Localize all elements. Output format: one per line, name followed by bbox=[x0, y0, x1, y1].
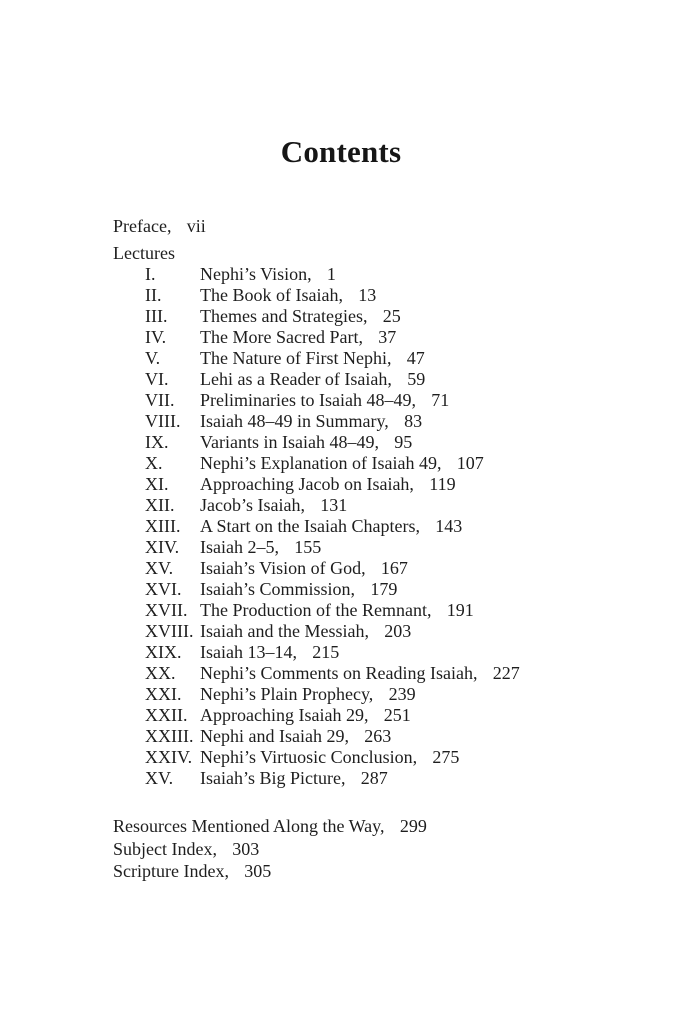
lecture-page: 83 bbox=[404, 411, 423, 431]
backmatter-page: 303 bbox=[232, 838, 260, 859]
lecture-row bbox=[113, 348, 622, 369]
lecture-numeral: VIII. bbox=[145, 411, 181, 431]
lecture-title: Nephi’s Plain Prophecy, bbox=[200, 684, 374, 704]
lecture-row bbox=[113, 642, 622, 663]
lecture-numeral: XVI. bbox=[145, 579, 182, 599]
backmatter-entry bbox=[113, 838, 622, 861]
preface-page: vii bbox=[186, 216, 206, 236]
lecture-title: Themes and Strategies, bbox=[200, 306, 368, 326]
lecture-title: Isaiah’s Vision of God, bbox=[200, 558, 366, 578]
lecture-title: Jacob’s Isaiah, bbox=[200, 495, 305, 515]
lecture-row bbox=[113, 285, 622, 306]
lecture-page: 119 bbox=[429, 474, 456, 494]
lecture-title: Isaiah’s Commission, bbox=[200, 579, 356, 599]
lecture-row bbox=[113, 768, 622, 789]
lecture-title: Isaiah 2–5, bbox=[200, 537, 279, 557]
lecture-page: 275 bbox=[432, 747, 460, 767]
lecture-row bbox=[113, 516, 622, 537]
lecture-numeral: XXIII. bbox=[145, 726, 194, 746]
lecture-page: 167 bbox=[380, 558, 408, 578]
backmatter-page: 305 bbox=[244, 861, 272, 881]
lecture-title: Isaiah 13–14, bbox=[200, 642, 297, 662]
page-title: Contents bbox=[280, 134, 402, 169]
preface-label: Preface, bbox=[113, 216, 172, 236]
preface-entry bbox=[113, 215, 622, 237]
lecture-title: Nephi’s Virtuosic Conclusion, bbox=[200, 747, 418, 767]
lecture-numeral: XXI. bbox=[145, 684, 182, 704]
lecture-page: 239 bbox=[388, 684, 416, 704]
lecture-row bbox=[113, 453, 622, 474]
lecture-page: 95 bbox=[394, 432, 413, 452]
lecture-row bbox=[113, 306, 622, 327]
lecture-page: 25 bbox=[382, 306, 401, 326]
lecture-numeral: IX. bbox=[145, 432, 169, 452]
lecture-row bbox=[113, 411, 622, 432]
lecture-row bbox=[113, 726, 622, 747]
lecture-title: Preliminaries to Isaiah 48–49, bbox=[200, 390, 416, 410]
lecture-row bbox=[113, 663, 622, 684]
lecture-numeral: XIV. bbox=[145, 537, 180, 557]
lecture-row bbox=[113, 600, 622, 621]
lecture-numeral: VII. bbox=[145, 390, 175, 410]
lecture-page: 1 bbox=[326, 264, 336, 284]
lecture-numeral: X. bbox=[145, 453, 163, 473]
lecture-row bbox=[113, 684, 622, 705]
lecture-title: The Nature of First Nephi, bbox=[200, 348, 392, 368]
backmatter-label: Scripture Index, bbox=[113, 861, 229, 881]
lecture-row bbox=[113, 705, 622, 726]
lecture-numeral: XV. bbox=[145, 558, 174, 578]
lecture-page: 191 bbox=[446, 600, 474, 620]
lecture-numeral: XXII. bbox=[145, 705, 188, 725]
lecture-row bbox=[113, 432, 622, 453]
lecture-numeral: XII. bbox=[145, 495, 175, 515]
lecture-title: Isaiah’s Big Picture, bbox=[200, 768, 346, 788]
lecture-title: Approaching Isaiah 29, bbox=[200, 705, 369, 725]
lecture-title: Nephi’s Explanation of Isaiah 49, bbox=[200, 453, 442, 473]
lecture-numeral: III. bbox=[145, 306, 168, 326]
lecture-numeral: II. bbox=[145, 285, 162, 305]
lecture-numeral: XV. bbox=[145, 768, 174, 788]
lecture-numeral: XXIV. bbox=[145, 747, 193, 767]
lecture-numeral: XVIII. bbox=[145, 621, 194, 641]
lecture-page: 37 bbox=[378, 327, 397, 347]
lecture-page: 227 bbox=[492, 663, 520, 683]
lecture-page: 71 bbox=[431, 390, 450, 410]
lecture-numeral: XIII. bbox=[145, 516, 181, 536]
lecture-page: 251 bbox=[383, 705, 411, 725]
backmatter-entry bbox=[113, 860, 622, 883]
lecture-numeral: I. bbox=[145, 264, 156, 284]
lecture-title: Variants in Isaiah 48–49, bbox=[200, 432, 379, 452]
lecture-title: The Production of the Remnant, bbox=[200, 600, 432, 620]
lecture-numeral: VI. bbox=[145, 369, 169, 389]
lecture-page: 203 bbox=[384, 621, 412, 641]
lecture-page: 107 bbox=[456, 453, 484, 473]
lecture-title: Approaching Jacob on Isaiah, bbox=[200, 474, 414, 494]
backmatter-entry bbox=[113, 815, 622, 838]
lecture-list bbox=[113, 264, 622, 789]
backmatter-label: Subject Index, bbox=[113, 838, 217, 859]
lecture-title: A Start on the Isaiah Chapters, bbox=[200, 516, 420, 536]
contents-body bbox=[113, 215, 622, 883]
backmatter-label: Resources Mentioned Along the Way, bbox=[113, 816, 385, 836]
lecture-title: Isaiah 48–49 in Summary, bbox=[200, 411, 389, 431]
lecture-row bbox=[113, 264, 622, 285]
lecture-page: 179 bbox=[370, 579, 398, 599]
lecture-row bbox=[113, 369, 622, 390]
lecture-page: 143 bbox=[435, 516, 463, 536]
lecture-page: 287 bbox=[360, 768, 388, 788]
lecture-page: 131 bbox=[320, 495, 348, 515]
lecture-page: 215 bbox=[312, 642, 340, 662]
back-matter bbox=[113, 815, 622, 883]
lecture-title: Lehi as a Reader of Isaiah, bbox=[200, 369, 392, 389]
lecture-title: The More Sacred Part, bbox=[200, 327, 363, 347]
lecture-page: 155 bbox=[294, 537, 322, 557]
lecture-numeral: IV. bbox=[145, 327, 167, 347]
backmatter-page: 299 bbox=[399, 816, 427, 836]
lecture-row bbox=[113, 558, 622, 579]
lecture-numeral: XIX. bbox=[145, 642, 182, 662]
lecture-page: 47 bbox=[406, 348, 425, 368]
lecture-page: 59 bbox=[407, 369, 426, 389]
lecture-row bbox=[113, 621, 622, 642]
lecture-numeral: XX. bbox=[145, 663, 176, 683]
lecture-page: 13 bbox=[358, 285, 377, 305]
lecture-row bbox=[113, 495, 622, 516]
lecture-title: Nephi’s Vision, bbox=[200, 264, 312, 284]
lecture-page: 263 bbox=[364, 726, 392, 746]
lecture-row bbox=[113, 474, 622, 495]
lecture-numeral: XI. bbox=[145, 474, 169, 494]
lecture-row bbox=[113, 579, 622, 600]
lecture-row bbox=[113, 747, 622, 768]
lecture-row bbox=[113, 327, 622, 348]
lecture-row bbox=[113, 390, 622, 411]
lecture-numeral: XVII. bbox=[145, 600, 188, 620]
lecture-title: The Book of Isaiah, bbox=[200, 285, 343, 305]
lectures-heading: Lectures bbox=[113, 243, 175, 263]
lecture-title: Nephi and Isaiah 29, bbox=[200, 726, 349, 746]
lecture-title: Isaiah and the Messiah, bbox=[200, 621, 369, 641]
lecture-numeral: V. bbox=[145, 348, 161, 368]
lecture-title: Nephi’s Comments on Reading Isaiah, bbox=[200, 663, 478, 683]
lecture-row bbox=[113, 537, 622, 558]
